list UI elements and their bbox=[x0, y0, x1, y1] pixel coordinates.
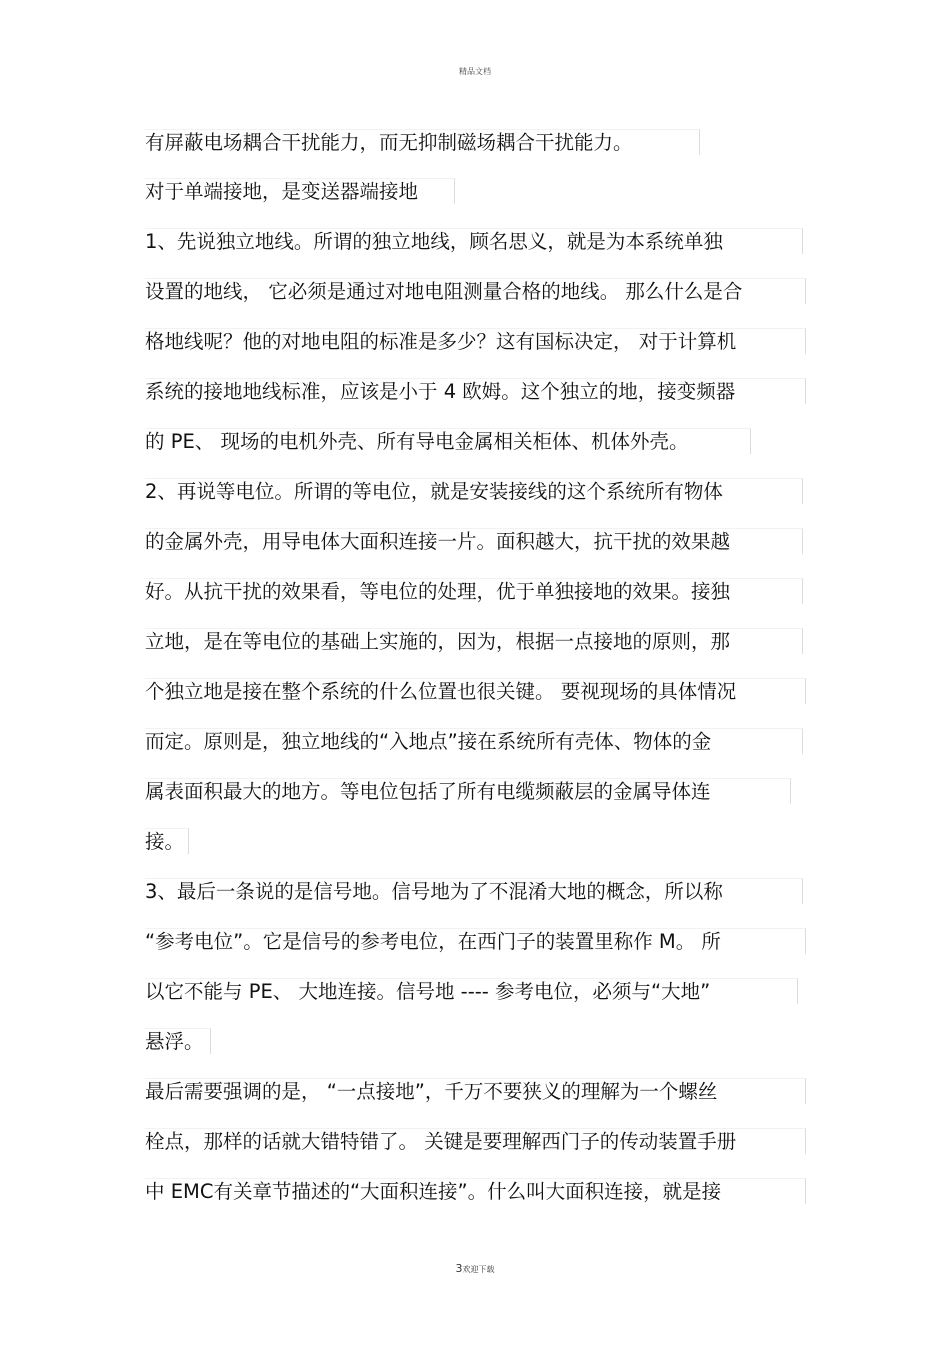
text-line: 个独立地是接在整个系统的什么位置也很关键。 要视现场的具体情况 bbox=[145, 678, 806, 704]
text-line: 的金属外壳，用导电体大面积连接一片。面积越大，抗干扰的效果越 bbox=[145, 528, 803, 554]
page-number: 3 bbox=[455, 1262, 463, 1275]
text-line: 系统的接地地线标准，应该是小于 4 欧姆。这个独立的地，接变频器 bbox=[145, 378, 806, 404]
text-line: 设置的地线， 它必须是通过对地电阻测量合格的地线。 那么什么是合 bbox=[145, 278, 806, 304]
text-line: 1、先说独立地线。所谓的独立地线，顾名思义，就是为本系统单独 bbox=[145, 228, 803, 254]
text-line: 接。 bbox=[145, 828, 189, 854]
text-line: 3、最后一条说的是信号地。信号地为了不混淆大地的概念，所以称 bbox=[145, 878, 803, 904]
text-line: 属表面积最大的地方。等电位包括了所有电缆频蔽层的金属导体连 bbox=[145, 778, 791, 804]
text-line: 以它不能与 PE、 大地连接。信号地 ---- 参考电位，必须与“大地” bbox=[145, 978, 798, 1004]
text-line: “参考电位”。它是信号的参考电位，在西门子的装置里称作 M。 所 bbox=[145, 928, 806, 954]
text-line: 格地线呢？他的对地电阻的标准是多少？这有国标决定， 对于计算机 bbox=[145, 328, 806, 354]
text-line: 立地，是在等电位的基础上实施的，因为，根据一点接地的原则，那 bbox=[145, 628, 803, 654]
text-line: 中 EMC有关章节描述的“大面积连接”。什么叫大面积连接，就是接 bbox=[145, 1178, 806, 1204]
text-line: 而定。原则是，独立地线的“入地点”接在系统所有壳体、物体的金 bbox=[145, 728, 803, 754]
text-line: 2、再说等电位。所谓的等电位，就是安装接线的这个系统所有物体 bbox=[145, 478, 803, 504]
text-line: 悬浮。 bbox=[145, 1028, 211, 1054]
text-line: 最后需要强调的是， “一点接地”，千万不要狭义的理解为一个螺丝 bbox=[145, 1078, 806, 1104]
text-line: 有屏蔽电场耦合干扰能力，而无抑制磁场耦合干扰能力。 bbox=[145, 129, 700, 155]
page-footer bbox=[0, 1262, 950, 1275]
text-line: 栓点，那样的话就大错特错了。 关键是要理解西门子的传动装置手册 bbox=[145, 1128, 806, 1154]
text-line: 对于单端接地，是变送器端接地 bbox=[145, 178, 455, 204]
footer-text: 欢迎下载 bbox=[462, 1265, 495, 1274]
text-line: 好。从抗干扰的效果看，等电位的处理，优于单独接地的效果。接独 bbox=[145, 578, 803, 604]
text-line: 的 PE、 现场的电机外壳、所有导电金属相关柜体、机体外壳。 bbox=[145, 428, 751, 454]
page-header: 精品文档 bbox=[459, 67, 491, 76]
